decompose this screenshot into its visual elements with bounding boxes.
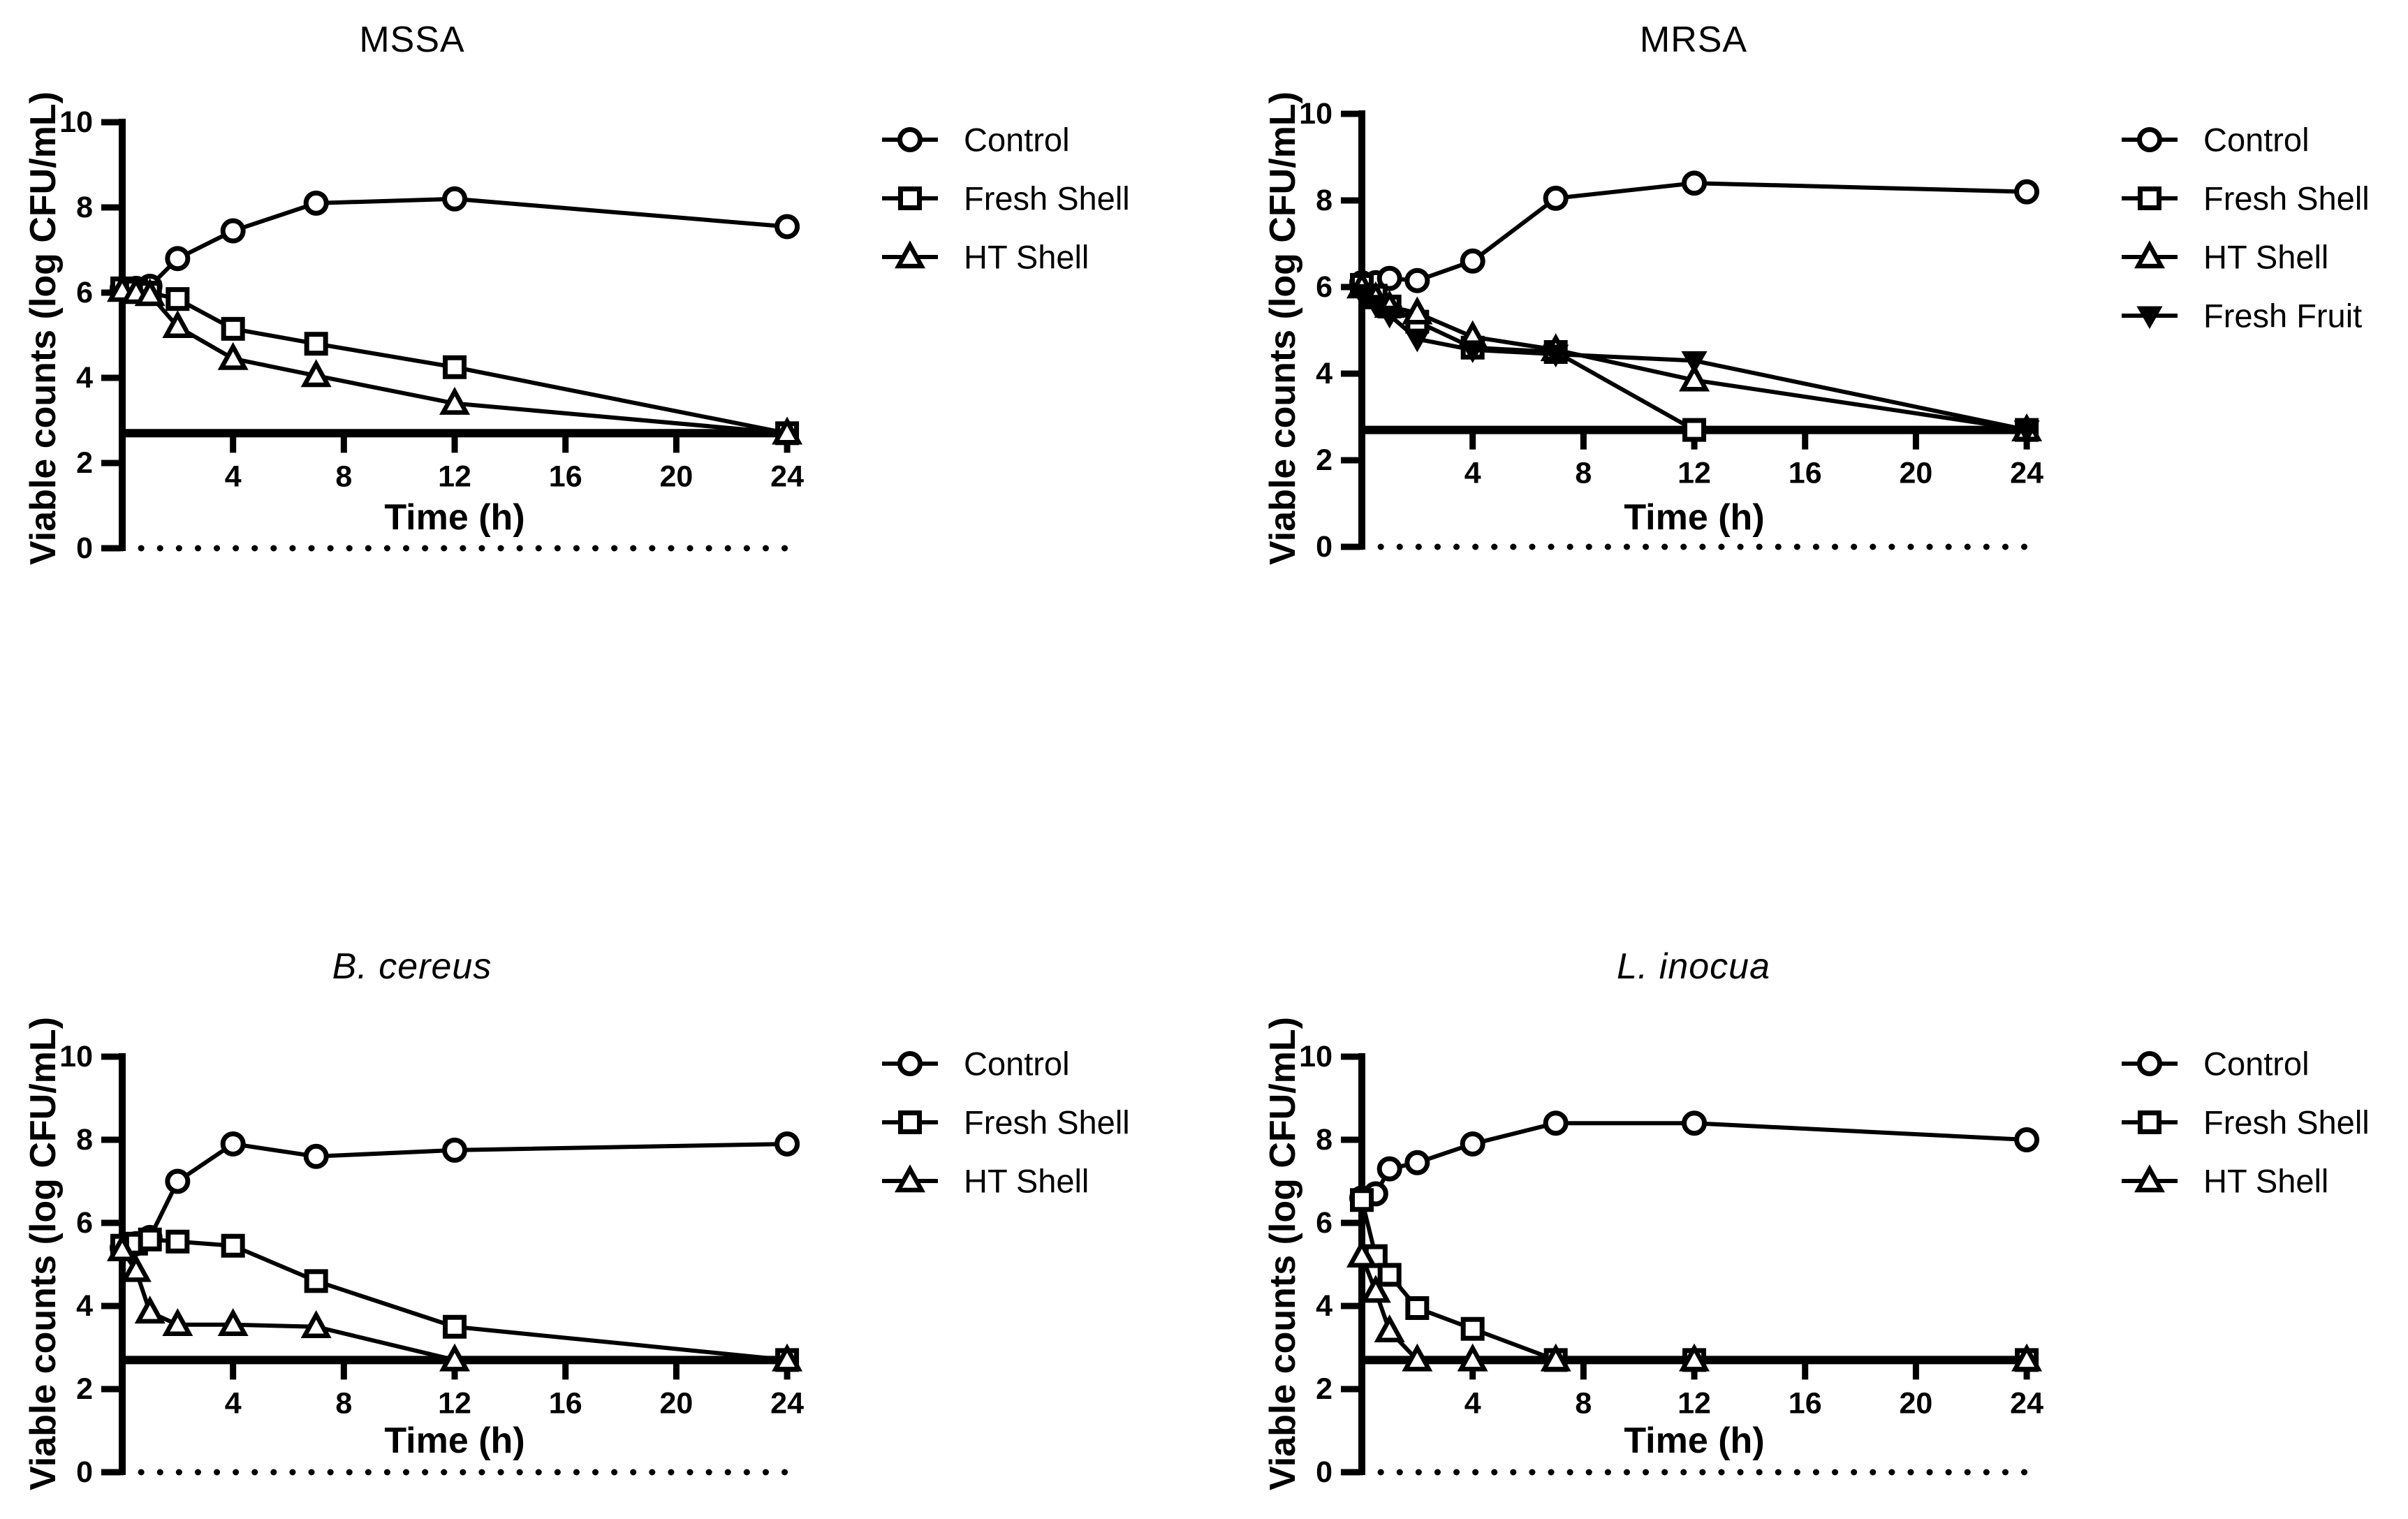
legend bbox=[882, 122, 1130, 276]
y-tick-label: 0 bbox=[76, 1455, 93, 1489]
x-tick-label: 8 bbox=[1575, 1386, 1592, 1421]
panel-linocua-ylabel: Viable counts (log CFU/mL) bbox=[1263, 1017, 1303, 1490]
panel-bcereus-ylabel: Viable counts (log CFU/mL) bbox=[23, 1017, 64, 1490]
square-marker bbox=[446, 358, 464, 376]
legend-label: Control bbox=[2203, 1045, 2310, 1083]
legend-label: Control bbox=[964, 121, 1070, 159]
y-tick-label: 2 bbox=[1316, 1372, 1333, 1406]
triangle-up-marker bbox=[2138, 1169, 2161, 1190]
square-marker bbox=[168, 290, 187, 309]
circle-marker bbox=[223, 221, 243, 241]
triangle-up-marker bbox=[1406, 301, 1429, 322]
y-tick-label: 10 bbox=[1299, 1040, 1333, 1073]
circle-marker bbox=[168, 249, 188, 269]
legend-label: Fresh Fruit bbox=[2203, 297, 2363, 335]
circle-marker bbox=[306, 1146, 326, 1166]
circle-marker bbox=[445, 189, 465, 209]
y-tick-label: 10 bbox=[59, 1040, 93, 1073]
x-tick-label: 20 bbox=[1899, 1386, 1933, 1421]
panel-mssa-title: MSSA bbox=[359, 20, 465, 60]
series-control bbox=[112, 1133, 798, 1258]
x-tick-label: 8 bbox=[335, 460, 353, 494]
circle-marker bbox=[1684, 1113, 1705, 1133]
triangle-up-marker bbox=[304, 364, 328, 385]
triangle-up-marker bbox=[221, 1313, 244, 1334]
panel-linocua bbox=[1299, 1040, 2370, 1489]
circle-marker bbox=[223, 1133, 243, 1154]
legend-label: Control bbox=[964, 1045, 1070, 1083]
legend-label: HT Shell bbox=[964, 238, 1089, 276]
square-marker bbox=[2141, 189, 2159, 208]
y-tick-label: 8 bbox=[1316, 1123, 1333, 1157]
circle-marker bbox=[1684, 173, 1705, 193]
panel-linocua-title: L. inocua bbox=[1616, 946, 1771, 987]
circle-marker bbox=[1462, 251, 1483, 271]
series-ht-shell bbox=[1351, 1245, 2039, 1370]
square-marker bbox=[901, 189, 920, 208]
circle-marker bbox=[168, 1171, 188, 1191]
y-tick-label: 6 bbox=[76, 1206, 93, 1240]
y-tick-label: 0 bbox=[1316, 1455, 1333, 1489]
y-tick-label: 2 bbox=[76, 446, 93, 480]
y-tick-label: 4 bbox=[1316, 1289, 1333, 1323]
y-tick-label: 10 bbox=[1299, 97, 1333, 131]
y-tick-label: 10 bbox=[59, 105, 93, 139]
legend bbox=[2122, 122, 2370, 335]
square-marker bbox=[307, 335, 325, 353]
circle-marker bbox=[1546, 1113, 1566, 1133]
x-tick-label: 20 bbox=[659, 1386, 693, 1421]
panel-mssa-ylabel: Viable counts (log CFU/mL) bbox=[23, 91, 64, 565]
panel-bcereus-xlabel: Time (h) bbox=[384, 1421, 525, 1461]
triangle-up-marker bbox=[443, 392, 467, 413]
y-tick-label: 4 bbox=[76, 1289, 93, 1323]
legend bbox=[882, 1045, 1130, 1200]
circle-marker bbox=[1379, 1159, 1400, 1179]
circle-marker bbox=[900, 1054, 920, 1074]
triangle-up-marker bbox=[138, 1300, 161, 1321]
x-tick-label: 4 bbox=[1464, 456, 1481, 490]
triangle-up-marker bbox=[899, 245, 922, 266]
x-tick-label: 8 bbox=[1575, 456, 1592, 490]
square-marker bbox=[140, 1230, 159, 1249]
triangle-up-marker bbox=[443, 1348, 467, 1369]
x-tick-label: 16 bbox=[1788, 456, 1822, 490]
triangle-up-marker bbox=[899, 1169, 922, 1190]
x-tick-label: 24 bbox=[770, 1386, 805, 1421]
series-control bbox=[1352, 1113, 2037, 1208]
legend-label: HT Shell bbox=[2203, 1162, 2329, 1200]
circle-marker bbox=[777, 1133, 798, 1154]
y-tick-label: 0 bbox=[76, 531, 93, 565]
x-tick-label: 24 bbox=[770, 460, 805, 494]
legend-label: Control bbox=[2203, 121, 2310, 159]
x-tick-label: 12 bbox=[438, 1386, 471, 1421]
panel-mrsa-ylabel: Viable counts (log CFU/mL) bbox=[1263, 91, 1303, 565]
square-marker bbox=[2141, 1113, 2159, 1132]
circle-marker bbox=[306, 193, 326, 213]
x-tick-label: 4 bbox=[1464, 1386, 1481, 1421]
y-tick-label: 8 bbox=[76, 191, 93, 224]
triangle-up-marker bbox=[221, 347, 244, 368]
panel-mrsa-xlabel: Time (h) bbox=[1624, 497, 1765, 538]
x-tick-label: 12 bbox=[438, 460, 471, 494]
square-marker bbox=[1685, 420, 1704, 439]
circle-marker bbox=[1407, 270, 1427, 291]
y-tick-label: 0 bbox=[1316, 530, 1333, 564]
panel-mrsa-title: MRSA bbox=[1639, 20, 1748, 60]
triangle-up-marker bbox=[1378, 1319, 1401, 1340]
y-tick-label: 2 bbox=[1316, 443, 1333, 477]
triangle-up-marker bbox=[166, 1313, 189, 1334]
y-tick-label: 4 bbox=[1316, 357, 1333, 390]
x-tick-label: 16 bbox=[1788, 1386, 1822, 1421]
square-marker bbox=[1353, 1191, 1372, 1210]
x-tick-label: 4 bbox=[224, 460, 242, 494]
legend-label: Fresh Shell bbox=[964, 1103, 1130, 1141]
square-marker bbox=[1463, 1319, 1482, 1338]
square-marker bbox=[223, 319, 242, 338]
y-tick-label: 8 bbox=[1316, 184, 1333, 217]
square-marker bbox=[307, 1272, 325, 1291]
x-tick-label: 20 bbox=[1899, 456, 1933, 490]
panel-mrsa bbox=[1299, 97, 2370, 564]
y-tick-label: 8 bbox=[76, 1123, 93, 1157]
square-marker bbox=[168, 1232, 187, 1251]
x-tick-label: 4 bbox=[224, 1386, 242, 1421]
y-tick-label: 2 bbox=[76, 1372, 93, 1406]
triangle-up-marker bbox=[304, 1315, 328, 1336]
square-marker bbox=[1380, 1265, 1399, 1284]
square-marker bbox=[901, 1113, 920, 1132]
legend bbox=[2122, 1045, 2370, 1200]
circle-marker bbox=[900, 130, 920, 150]
panel-linocua-xlabel: Time (h) bbox=[1624, 1421, 1765, 1461]
x-tick-label: 16 bbox=[548, 460, 582, 494]
x-tick-label: 12 bbox=[1677, 456, 1711, 490]
panel-mssa bbox=[59, 105, 1130, 565]
y-tick-label: 6 bbox=[76, 276, 93, 309]
legend-label: Fresh Shell bbox=[964, 179, 1130, 217]
circle-marker bbox=[2017, 1130, 2037, 1150]
triangle-up-marker bbox=[2138, 245, 2161, 266]
triangle-up-marker bbox=[1461, 1348, 1484, 1369]
series-fresh-shell bbox=[1353, 1191, 2036, 1370]
circle-marker bbox=[2140, 1054, 2160, 1074]
circle-marker bbox=[777, 217, 798, 237]
circle-marker bbox=[1462, 1133, 1483, 1154]
circle-marker bbox=[445, 1140, 465, 1160]
y-tick-label: 4 bbox=[76, 361, 93, 395]
y-tick-label: 6 bbox=[1316, 1206, 1333, 1240]
panel-mssa-xlabel: Time (h) bbox=[384, 497, 525, 538]
x-tick-label: 8 bbox=[335, 1386, 353, 1421]
circle-marker bbox=[1546, 188, 1566, 208]
x-tick-label: 24 bbox=[2010, 456, 2044, 490]
x-tick-label: 12 bbox=[1677, 1386, 1711, 1421]
circle-marker bbox=[2140, 130, 2160, 150]
circle-marker bbox=[1407, 1152, 1427, 1173]
square-marker bbox=[446, 1317, 464, 1336]
series-control bbox=[112, 189, 798, 298]
series-control bbox=[1352, 173, 2037, 293]
x-tick-label: 20 bbox=[659, 460, 693, 494]
circle-marker bbox=[2017, 182, 2037, 202]
panel-bcereus bbox=[59, 1040, 1130, 1489]
legend-label: HT Shell bbox=[964, 1162, 1089, 1200]
series-fresh-shell bbox=[113, 279, 797, 442]
series-line bbox=[122, 199, 787, 288]
legend-label: HT Shell bbox=[2203, 238, 2329, 276]
x-tick-label: 16 bbox=[548, 1386, 582, 1421]
series-line bbox=[1362, 183, 2027, 283]
x-tick-label: 24 bbox=[2010, 1386, 2044, 1421]
legend-label: Fresh Shell bbox=[2203, 1103, 2370, 1141]
legend-label: Fresh Shell bbox=[2203, 179, 2370, 217]
square-marker bbox=[223, 1236, 242, 1255]
square-marker bbox=[1408, 1298, 1427, 1317]
panel-bcereus-title: B. cereus bbox=[332, 946, 492, 987]
y-tick-label: 6 bbox=[1316, 270, 1333, 304]
